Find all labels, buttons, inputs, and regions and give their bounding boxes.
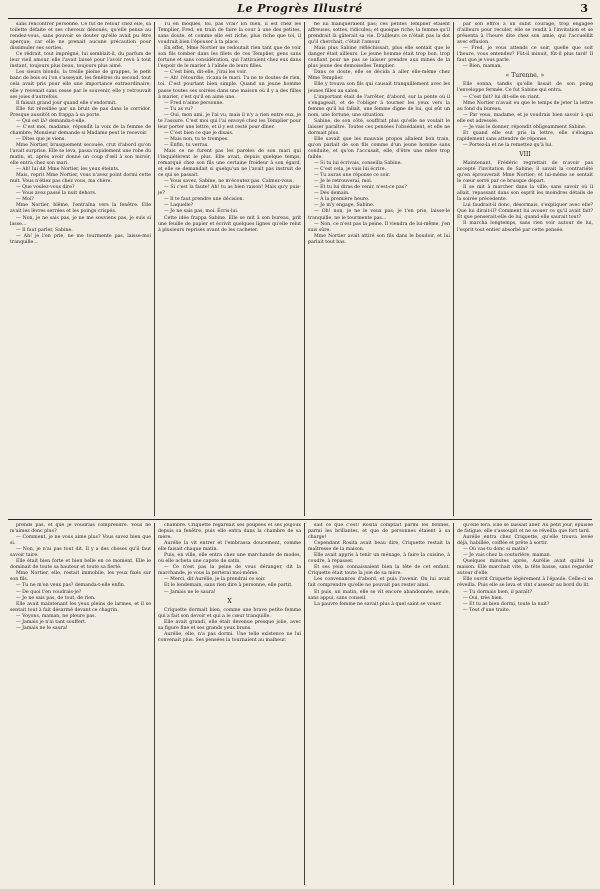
article-paragraph: Mais plus Sabine réfléchissait, plus elle sentait que le danger était ailleurs. Le jeune homme était trop bon, trop confiant pour ne pas se laisser prendre aux mines de la plus jeune des demoiselles Templier. (308, 46, 450, 70)
article-paragraph: Elle fut réveillée par un bruit de pas dans le corridor. Presque aussitôt on frappa à sa porte. (10, 106, 151, 118)
article-paragraph: — Par vous, madame, et je voudrais bien savoir à qui elle est adressée. (457, 112, 593, 124)
article-paragraph: — Que voulez-vous dire? (16, 185, 75, 191)
article-paragraph: Elle sonna, tandis qu'elle lissait de son poing l'enveloppe fermée. Ce fut Sabine qui entra. (457, 82, 593, 94)
article-paragraph: sait ce que c'est! Rosita comptait parmi les bonnes, parmi les brillantes, et que de personnes étaient à sa charge! (308, 523, 450, 541)
article-paragraph: Mme Nortier, blême, l'entraîna vers la fenêtre. Elle avait les lèvres serrées et les poings crispés. (10, 203, 151, 215)
column-rule (453, 22, 454, 516)
article-paragraph: — Jamais ne le saura! (16, 625, 68, 631)
chapter-heading: VIII (519, 150, 531, 158)
article-paragraph: Elle était bien forte et bien belle en ce moment. Elle le dominait de toute sa hauteur et toute sa fierté. (10, 559, 151, 571)
article-paragraph: — Non, je n'ai pas tout dit. Il y a des choses qu'il faut savoir taire. (10, 547, 151, 559)
article-paragraph: Et puis, un matin, elle se vit encore abandonnée, seule, sans appui, sans conseil. (308, 589, 450, 601)
article-paragraph: Mais, reprit Mme Nortier, vous n'avez point dormi cette nuit. Vous n'étiez pas chez vous, ma chère. (10, 173, 151, 185)
article-paragraph: chambre. Criquette regardait ses poupées et ses joujoux depuis sa fenêtre, puis elle entra dans la chambre de sa mère. (158, 523, 301, 541)
article-paragraph: — Mais non, tu te trompes. (164, 136, 229, 142)
article-paragraph: — Ah! lui dit Mme Nortier, les yeux éteints. (16, 167, 120, 173)
article-paragraph: — Tu auras une réponse ce soir. (314, 173, 391, 179)
article-paragraph: Il marcha longtemps, sans rien voir autour de lui, l'esprit tout entier absorbé par cette pensée. (457, 221, 593, 233)
article-paragraph: qu'elle fera. Elle se laissait aller. Au petit jour, épuisée de fatigue, elle s'assoupit et ne se réveilla que fort tard. (457, 523, 593, 535)
article-column-7 (308, 523, 450, 885)
article-paragraph: prends pas, et que je voudrais comprendre. Vous ne m'aimez donc plus? (10, 523, 151, 535)
page-header (8, 0, 592, 19)
article-paragraph: Dans ce doute, elle se décida à aller elle-même chez Mme Templier. (308, 70, 450, 82)
article-paragraph: — Oh! non, je ne le veux pas; je t'en prie, laisse-le tranquille, ne le tourmente pas... (308, 209, 450, 221)
article-paragraph: — Tout d'une traite. (463, 607, 511, 613)
article-paragraph: Criquette dormait bien, comme une brave petite femme qui a fait son devoir et qui a le cœur tranquille. (158, 607, 301, 619)
article-paragraph: — Comment, je ne vous aime plus? Vous savez bien que si. (10, 535, 151, 547)
chapter-heading: « Turenne. » (505, 72, 545, 80)
article-paragraph: Il faisait grand jour quand elle s'endormit. (16, 100, 117, 106)
article-paragraph: Les sieurs blonds, la treille pleine de grappes, le petit banc de bois où l'on s'asseyait, les fenêtres du second, tout cela avait pris pour elle une importance extraordinaire; elle y revenait sans cesse par le souvenir, elle y retrouvait ses joies d'autrefois. (10, 70, 151, 100)
article-paragraph: — Oui, mon ami, je l'ai vu, mais il n'y a rien entre eux, je te l'assure. C'est moi qui l'ai envoyé chez les Templier pour leur porter une lettre, et il y est resté pour dîner. (158, 112, 301, 130)
article-paragraph: — Laquelle? (164, 203, 194, 209)
article-paragraph: — Oui, très bien. (463, 595, 504, 601)
article-column-3 (308, 22, 450, 516)
column-rule (154, 22, 155, 516)
article-paragraph: Elle savait que les mauvais propos allaient bon train, qu'on parlait de son fils comme d'un jeune homme sans conduite, et qu'on l'accusait, elle, d'être une mère trop faible. (308, 136, 450, 161)
article-paragraph: Cependant Rosita avait beau dire, Criquette restait la maîtresse de la maison. (308, 541, 450, 553)
article-paragraph: — C'est cela, je vais lui écrire. (314, 167, 386, 173)
article-column-5 (10, 523, 151, 885)
article-paragraph: Elle avait appris à tenir un ménage, à faire la cuisine, à coudre, à repasser. (308, 553, 450, 565)
article-paragraph: — Je ne sais pas, moi. Écris-lui. (164, 209, 239, 215)
article-paragraph: — Ah! je l'en prie, ne me tourmente pas, laisse-moi tranquille... (10, 233, 151, 245)
column-rule (453, 523, 454, 885)
article-paragraph: ne lui manqueraient pas; ces petites Templier étaient affreuses, sottes, ridicules; et quoique riche, la femme qu'il prendrait là gâterait sa vie. D'ailleurs ce n'était pas la dot qu'il cherchait, c'était l'amour. (308, 22, 450, 46)
article-paragraph: — Qui est là? demanda-t-elle. (16, 118, 86, 124)
article-paragraph: — Tu dormais bien, il paraît? (463, 589, 532, 595)
article-paragraph: — C'est bien, dit-elle, j'irai les voir. (164, 70, 247, 76)
article-paragraph: — Tu ne m'en veux pas? demanda-t-elle enfin. (16, 583, 126, 589)
article-paragraph: En effet, Mme Nortier ne redoutait rien tant que de voir son fils tomber dans les filets de ces Templier, gens sans fortune et sans considération, qui l'attiraient chez eux dans l'espoir de le marier à l'aînée de leurs filles. (158, 46, 301, 70)
article-paragraph: — Je m'y engage, Sabine. (314, 203, 375, 209)
article-paragraph: Mme Nortier avait attiré son fils dans le boudoir, et lui parlait tout bas. (308, 233, 450, 245)
article-paragraph: — Fred n'aime personne. (164, 100, 224, 106)
article-paragraph: — Tu as vu? (164, 106, 193, 112)
article-paragraph: Elle avait grandi, elle était devenue presque jolie, avec sa figure fine et ses grands yeux bruns. (158, 619, 301, 631)
article-column-1 (10, 22, 151, 516)
section-rule (8, 519, 592, 520)
article-paragraph: — Jamais ne le saura! (164, 589, 216, 595)
column-rule (154, 523, 155, 885)
article-paragraph: Et ses yeux connaissaient bien la tête de cet enfant. Criquette était toute la joie de sa mère. (308, 565, 450, 577)
article-paragraph: Mme Nortier n'avait eu que le temps de jeter la lettre au fond du bureau. (457, 100, 593, 112)
article-paragraph: Aurélie, elle, n'a pas dormi. Une telle existence ne lui convenait plus. Ses pensées la tournaient au malheur. (158, 631, 301, 643)
article-paragraph: — Dites que je viens. (16, 136, 66, 142)
article-paragraph: Mme Nortier, elle, restait immobile, les yeux fixés sur son fils. (10, 571, 151, 583)
article-paragraph: — De quoi t'en voudrais-je? (16, 589, 82, 595)
article-paragraph: — Non, ce n'est pas la peine. Il viendra de lui-même, j'en suis sûre. (308, 221, 450, 233)
article-paragraph: Les convenances d'abord, et puis l'avenir. On lui avait fait comprendre qu'elle ne pouvait pas rester ainsi. (308, 577, 450, 589)
article-paragraph: Aurélie entra chez Criquette, qu'elle trouva levée déjà, habillée, coiffée et prête à sortir. (457, 535, 593, 547)
article-column-6 (158, 523, 301, 885)
article-column-8 (457, 523, 593, 885)
article-paragraph: — Et tu lui diras de venir, n'est-ce pas? (314, 185, 407, 191)
article-paragraph: Maintenant, Frédéric regrettait de n'avoir pas accepté l'invitation de Sabine; il savait la contrariété qu'en éprouverait Mme Nortier; et lui-même se sentait le cœur serré par ce brusque départ. (457, 160, 593, 185)
article-paragraph: — Il faut parler, Sabine. (16, 227, 73, 233)
article-paragraph: par son effroi à un subit courage, trop engagée d'ailleurs pour reculer, elle se rendit à l'invitation et se présenta à l'heure dite chez son amie, qui l'accueillit avec effusion. (457, 22, 593, 46)
chapter-heading: X (227, 597, 232, 605)
article-paragraph: — Jamais je n'ai tant souffert. (16, 619, 87, 625)
article-paragraph: — Je vais chez la couturière, maman. (463, 553, 552, 559)
article-paragraph: Ce rêdrait, tout imprégné, lui semblait-il, du parfum de leur vieil amour, elle l'avait laissé pour l'avoir revu à tout instant, toujours plus beau, toujours plus aimé. (10, 52, 151, 70)
article-paragraph: Lui faudrait-il donc, désormais, s'expliquer avec elle? Que lui dirait-il? Comment lui avouer ce qu'il avait fait? Et que penserait-elle de lui, quand elle saurait tout? (457, 203, 593, 221)
article-column-4 (457, 22, 593, 516)
page-number: 3 (580, 2, 588, 15)
article-column-2 (158, 22, 301, 516)
article-paragraph: Il se mit à marcher dans la ville, sans savoir où il allait, repassant dans son esprit les moindres détails de la soirée précédente. (457, 185, 593, 203)
column-rule (304, 523, 305, 885)
article-paragraph: Et le lendemain, sans rien dire à personne, elle partit. (164, 583, 293, 589)
article-paragraph: Puis, en ville, elle entra chez une marchande de modes, où elle acheta une capote de satin. (158, 553, 301, 565)
article-paragraph: L'important était de l'arrêter, d'abord, sur la pente où il s'engageait, et de l'obliger à tourner les yeux vers la femme qu'il lui fallait, une femme digne de lui, qui eût un nom, une fortune, une situation. (308, 94, 450, 118)
article-paragraph: La pauvre femme ne savait plus à quel saint se vouer. (314, 601, 442, 607)
article-paragraph: — Dès demain. (314, 191, 350, 197)
article-paragraph: — Non, je ne sais pas, je ne me souviens pas, je suis si lasse... (10, 215, 151, 227)
article-paragraph: — Il te faut prendre une décision. (164, 197, 245, 203)
article-paragraph: — C'est moi, madame, répondit la voix de la femme de chambre; Monsieur demande si Madame peut le recevoir. (10, 124, 151, 136)
article-paragraph: — Voyons, maman, ne pleure pas. (16, 613, 97, 619)
newspaper-title: Le Progrès Illustré (237, 2, 363, 15)
article-paragraph: — Si c'est la faute! Ah! tu as bien raison! Mais qu'y puis-je? (158, 185, 301, 197)
article-paragraph: — C'est bien ce que je disais. (164, 130, 234, 136)
article-paragraph: — Ah! l'étourdie, ricana le mari. Tu ne te doutes de rien, toi. C'est pourtant bien simple. Quand un jeune homme passe toutes ses soirées dans une maison où il y a des filles à marier, c'est qu'il en aime une. (158, 76, 301, 100)
article-paragraph: — Où vas-tu donc si matin? (463, 547, 528, 553)
article-paragraph: — A la première heure. (314, 197, 370, 203)
article-paragraph: — Vous savez, Sabine, ne m'écoutez pas. Calmez-vous. (164, 179, 294, 185)
article-paragraph: Aurélie la vit entrer et l'embrassa doucement, comme elle faisait chaque matin. (158, 541, 301, 553)
article-paragraph: — Je le retrouverai, moi. (314, 179, 373, 185)
article-paragraph: — Je vais le donner, répondit obligeamment Sabine. (463, 124, 587, 130)
article-paragraph: Tu en moques, toi, pas vrai? Eh bien, il est chez les Templier, Fred, en train de faire la cour à une des petites, sans doute, et comme elle est riche, plus riche que toi, il voudrait bien l'épouser à ta place. (158, 22, 301, 46)
article-paragraph: — Ce n'est pas la peine de vous déranger, dit la marchande, je vous la porterai moi-même. (158, 565, 301, 577)
article-paragraph: Elle ouvrit Criquette légèrement à l'épaule. Celle-ci se réveilla. Puis elle se leva et vint s'asseoir au bord du lit. (457, 577, 593, 589)
article-paragraph: — C'est fait? lui dit-elle en riant. (463, 94, 541, 100)
article-paragraph: Quelques minutes après, Aurélie avait quitté la maison. Elle marchait vite, la tête basse, sans regarder autour d'elle. (457, 559, 593, 577)
article-paragraph: — Et tu as bien dormi, toute la nuit? (463, 601, 550, 607)
column-rule (304, 22, 305, 516)
article-paragraph: — Fred, je vous attends ce soir, quelle que soit l'heure, vous entendez? Fût-il minuit, fût-il plus tard! Il faut que je vous parle. (457, 46, 593, 64)
article-paragraph: sans rencontrer personne. Ce fut de retour chez elle, sa toilette défaite et ses cheveux dénoués, qu'elle pensa au rendez-vous, sans pouvoir se douter qu'elle avait pu être aperçue; car elle ne prenait aucune précaution pour dissimuler ses sorties. (10, 22, 151, 52)
article-paragraph: — Moi? (16, 197, 34, 203)
article-paragraph: — Merci, dit Aurélie, je la prendrai ce soir. (164, 577, 266, 583)
article-paragraph: Sabine, de son côté, souffrait plus qu'elle ne voulait le laisser paraître. Toutes ces pensées l'obsédaient, et elle ne dormait plus. (308, 118, 450, 136)
article-paragraph: — Vous avez passé la nuit dehors. (16, 191, 97, 197)
article-paragraph: Cette idée frappa Sabine. Elle se mit à son bureau, prit une feuille de papier et écrivit quelques lignes qu'elle relut à plusieurs reprises avant de les cacheter. (158, 215, 301, 233)
article-paragraph: Elle avait maintenant les yeux pleins de larmes, et il se sentait tout à fait désarmé devant ce chagrin. (10, 601, 151, 613)
article-paragraph: Et quand elle eut pris la lettre, elle s'éloigna rapidement sans attendre de réponse. (457, 130, 593, 142)
article-paragraph: — Si tu lui écrivais, conseilla Sabine. (314, 161, 402, 167)
article-paragraph: Mais ce ne furent pas les paroles de son mari qui l'inquiétèrent le plus. Elle avait, depuis quelque temps, remarqué chez son fils une certaine froideur à son égard, et elle se demandait si quelqu'un ne l'avait pas instruit de ce qui se passait. (158, 148, 301, 179)
article-paragraph: — Enfin, tu verras. (164, 142, 209, 148)
article-paragraph: — Je ne sais pas, de tout, de rien. (16, 595, 96, 601)
article-paragraph: Elle y trouva son fils qui causait tranquillement avec les jeunes filles au salon. (308, 82, 450, 94)
article-paragraph: — Portez-la et ne la remettez qu'à lui. (463, 142, 553, 148)
article-paragraph: Mme Nortier, brusquement secouée, crut d'abord qu'on l'avait surprise. Elle se leva, passa rapidement une robe du matin, et, après avoir donné un coup d'œil à son miroir, elle entra chez son mari. (10, 142, 151, 167)
article-paragraph: — Bien, maman. (463, 64, 502, 70)
